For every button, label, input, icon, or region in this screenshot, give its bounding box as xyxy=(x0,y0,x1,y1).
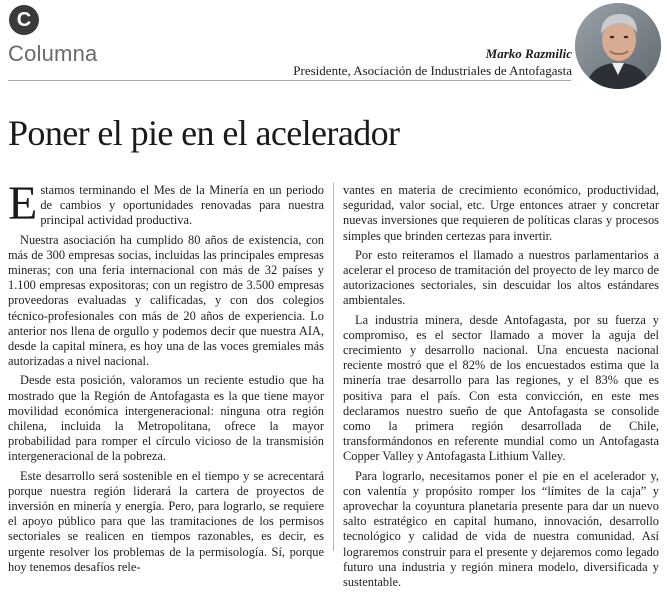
author-photo xyxy=(575,3,661,89)
article-column-left xyxy=(8,177,324,579)
headline: Poner el pie en el acelerador xyxy=(8,113,400,153)
author-name: Marko Razmilic xyxy=(485,46,572,61)
paragraph-text: stamos terminando el Mes de la Minería en un periodo de cambios y oportunidades renovadas para nuestra principal actividad productiva. xyxy=(40,183,324,228)
paragraph: Nuestra asociación ha cumplido 80 años de existencia, con más de 300 empresas socias, incluidas las principales empresas mineras; con una feria internacional con más de 32 países y 1.100 empresas expositoras; con un registro de 3.500 empresas proveedoras evaluadas y calificadas, y con dos colegios técnico-profesionales con más de 20 años de experiencia. Lo anterior nos llena de orgullo y podemos decir que nuestra AIA, desde la capital minera, es hoy una de las voces gremiales más autorizadas a nivel nacional. xyxy=(8,232,324,369)
header-divider xyxy=(8,80,571,81)
paragraph: La industria minera, desde Antofagasta, por su fuerza y compromiso, es el sector llamado a mover la aguja del crecimiento y desarrollo nacional. Una encuesta nacional reciente mostró que el 82% de los encuestados estima que la minería trae desarrollo para las regiones, y el 83% que es positiva para el país. Con esta convicción, en este mes declaramos nuestro sueño de que Antofagasta se consolide como la primera región desarrollada de Chile, transformándonos en referente mundial como un Antofagasta Copper Valley y Antofagasta Lithium Valley. xyxy=(343,312,659,464)
article-column-right xyxy=(343,183,659,594)
column-divider xyxy=(333,183,334,551)
drop-cap: E xyxy=(8,177,38,230)
section-label: Columna xyxy=(8,41,98,66)
column-badge: C xyxy=(9,5,39,35)
paragraph: Para lograrlo, necesitamos poner el pie en el acelerador y, con valentía y propósito romper los “límites de la caja” y aprovechar la coyuntura planetaria presente para dar un nuevo salto estratégico en capital humano, innovación, desarrollo tecnológico y calidad de vida de nuestra comunidad. Así lograremos construir para el presente y dejaremos como legado futuro una industria y región minera modelo, diversificada y sustentable. xyxy=(343,468,659,590)
paragraph: Desde esta posición, valoramos un reciente estudio que ha mostrado que la Región de Antofagasta es la que tiene mayor movilidad económica intergeneracional: ninguna otra región chilena, incluida la Metropolitana, ofrece la mayor probabilidad para romper el círculo vicioso de la transmisión intergeneracional de la pobreza. xyxy=(8,373,324,464)
author-role: Presidente, Asociación de Industriales de Antofagasta xyxy=(293,63,572,78)
paragraph: Este desarrollo será sostenible en el tiempo y se acrecentará porque nuestra región liderará la cartera de proyectos de inversión en minería y energía. Pero, para lograrlo, se requiere el apoyo público para que las tramitaciones de los permisos sectoriales se realicen en tiempos razonables, es decir, es urgente resolver los problemas de la permisología. Sí, porque hoy tenemos desafíos rele- xyxy=(8,468,324,574)
paragraph: vantes en materia de crecimiento económico, productividad, seguridad, valor social, etc. Urge entonces atraer y concretar nuevas inversiones que requieren de políticas claras y procesos simples que brinden certezas para invertir. xyxy=(343,183,659,243)
paragraph: Por esto reiteramos el llamado a nuestros parlamentarios a acelerar el proceso de tramitación del proyecto de ley marco de autorizaciones sectoriales, sin descuidar los altos estándares ambientales. xyxy=(343,247,659,308)
paragraph xyxy=(8,177,324,230)
